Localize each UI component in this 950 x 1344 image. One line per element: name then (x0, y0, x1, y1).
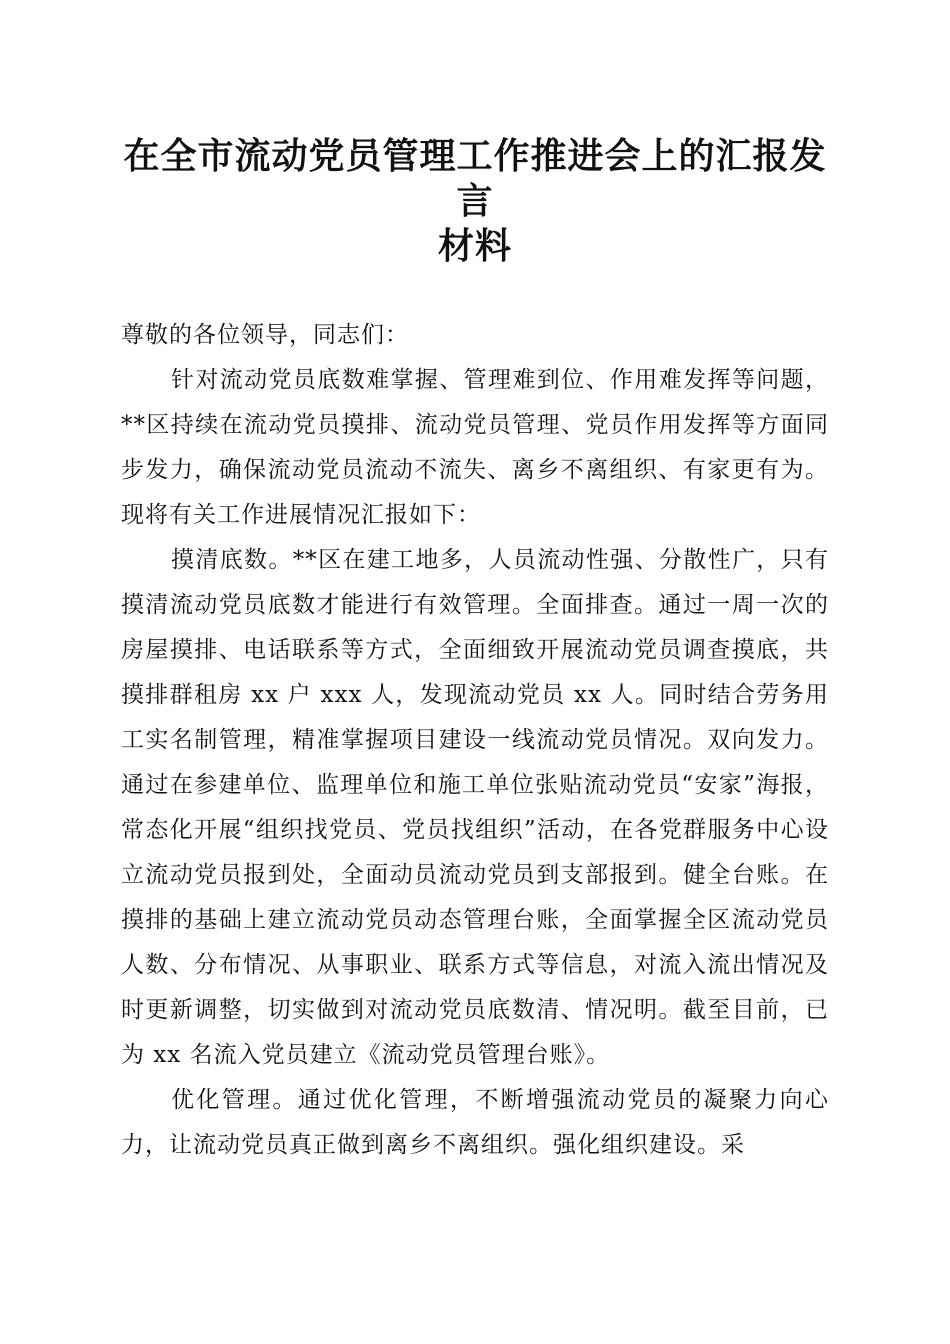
title-line-2: 材料 (437, 225, 512, 267)
salutation: 尊敬的各位领导，同志们： (121, 322, 409, 348)
paragraph-guanli: 优化管理。通过优化管理，不断增强流动党员的凝聚力向心力，让流动党员真正做到离乡不离组织。强化组织建设。采 (121, 1087, 829, 1158)
document-body (121, 313, 829, 1168)
document-title (121, 134, 829, 269)
title-line-1: 在全市流动党员管理工作推进会上的汇报发言 (123, 135, 827, 222)
paragraph-intro: 针对流动党员底数难掌握、管理难到位、作用难发挥等问题，**区持续在流动党员摸排、流动党员管理、党员作用发挥等方面同步发力，确保流动党员流动不流失、离乡不离组织、有家更有为。现将有关工作进展情况汇报如下： (121, 367, 829, 528)
paragraph-mopai: 摸清底数。**区在建工地多，人员流动性强、分散性广，只有摸清流动党员底数才能进行有效管理。全面排查。通过一周一次的房屋摸排、电话联系等方式，全面细致开展流动党员调查摸底，共摸排群租房 xx 户 xxx 人，发现流动党员 xx 人。同时结合劳务用工实名制管理，精准掌握项目建设一线流动党员情况。双向发力。通过在参建单位、监理单位和施工单位张贴流动党员“安家”海报，常态化开展“组织找党员、党员找组织”活动，在各党群服务中心设立流动党员报到处，全面动员流动党员到支部报到。健全台账。在摸排的基础上建立流动党员动态管理台账，全面掌握全区流动党员人数、分布情况、从事职业、联系方式等信息，对流入流出情况及时更新调整，切实做到对流动党员底数清、情况明。截至目前，已为 xx 名流入党员建立《流动党员管理台账》。 (121, 547, 829, 1068)
